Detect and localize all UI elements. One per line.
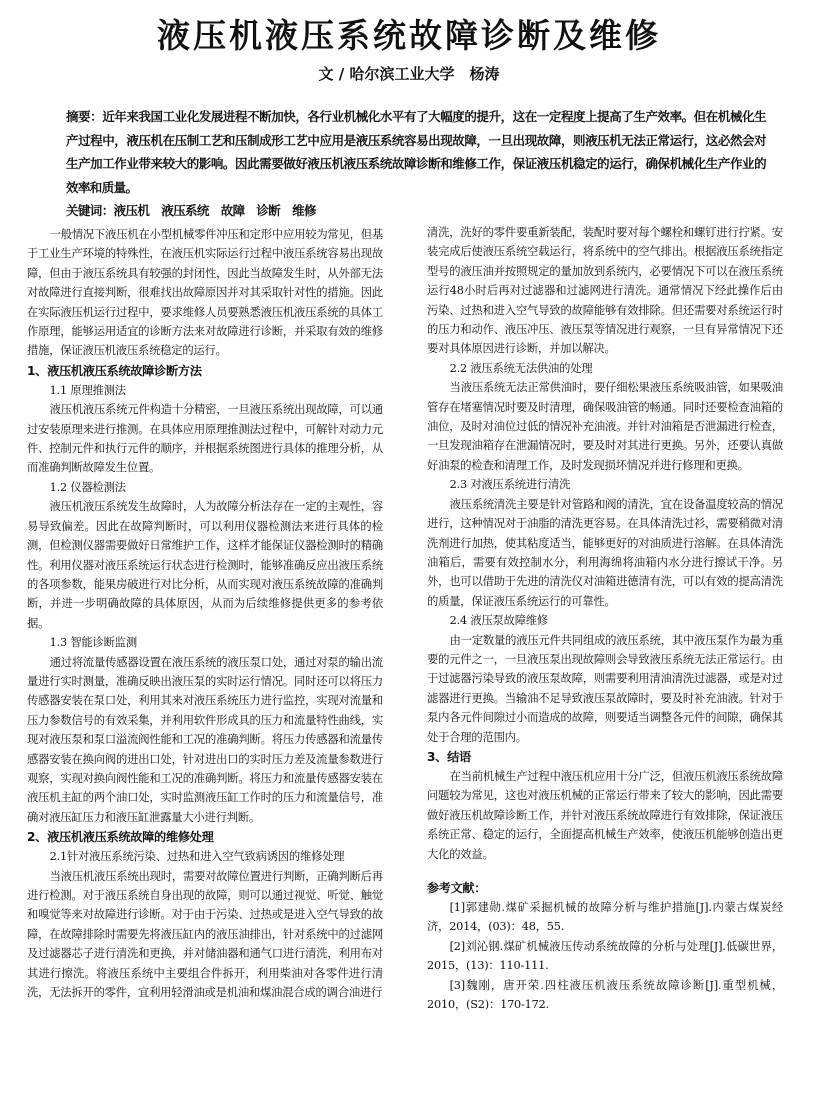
section-2-1-text-part1: 当液压机液压系统出现时，需要对故障位置进行判断，正确判断后再进行检测。对于液压系统自身出现的故障，则可以通过视觉、听觉、触觉和嗅觉等来对故障进行诊断。对于由于污染、过热或是进入空气导致的故障，在故障排除时需要先将液压缸内的液压油排出，针对系统中的过滤网及过滤器芯子进行清洗和更换，并对储油器和通气口进行清洗，利用布对其进行擦洗。将液压系统中主要组合件拆开，利用柴油对各零件进行清洗，无法拆开的零件，宜利用轻滑油或是机油和煤油混合成的调合油进行 — [27, 869, 383, 1000]
section-1-2-heading: 1.2 仪器检测法 — [49, 480, 126, 494]
section-2-3-text: 液压系统清洗主要是针对管路和阀的清洗，宜在设备温度较高的情况进行，这种情况对于油脂的清洗更容易。在具体清洗过衫，需要稍微对清洗剂进行加热，使其粘度适当，能够更好的对油质进行溶解。在具体清洗油箱后，需要有效控制水分，利用海绵将油箱内水分进行擦试干净。另外，也可以借助于先进的清洗仪对油箱进德清有洗，可以有效的提高清洗的质量，保证液压系统运行的可靠性。 — [427, 497, 783, 608]
keywords-line: 关键词：液压机 液压系统 故障 诊断 维修 — [66, 203, 316, 218]
abstract-text: 摘要：近年来我国工业化发展进程不断加快，各行业机械化水平有了大幅度的提升，这在一定程度上提高了生产效率。但在机械化生产过程中，液压机在压制工艺和压制成形工艺中应用是液压系统容易出现故障，一旦出现故障，则液压机无法正常运行，这必然会对生产加工作业带来较大的影响。因此需要做好液压机液压系统故障诊断和维修工作，保证液压机稳定的运行，确保机械化生产作业的效率和质量。 — [66, 109, 766, 195]
reference-item: [2]刘沁钢.煤矿机械液压传动系统故障的分析与处理[J].低碳世界，2015，(13)：110-111. — [427, 939, 783, 973]
references-heading: 参考文献： — [427, 881, 487, 895]
section-1-1-text: 液压机液压系统元件构造十分精密，一旦液压系统出现故障，可以通过安装原理来进行推测。在具体应用原理推测法过程中，可解针对动力元件、控制元件和执行元件的顺序，并根据系统图进行具体的推理分析，从而准确判断故障发生位置。 — [27, 403, 383, 475]
reference-item: [3]魏刚，唐开荣.四柱液压机液压系统故障诊断[J].重型机械，2010，(S2)：170-172. — [427, 978, 783, 1012]
reference-item: [1]郭建勋.煤矿采掘机械的故障分析与维护措施[J].内蒙古煤炭经济，2014，(03)：48，55. — [427, 901, 783, 934]
section-1-heading: 1、液压机液压系统故障诊断方法 — [27, 363, 202, 378]
left-column — [27, 225, 383, 1002]
section-2-3-heading: 2.3 对液压系统进行清洗 — [449, 478, 571, 492]
section-1-1-heading: 1.1 原理推测法 — [49, 383, 126, 397]
section-1-3-heading: 1.3 智能诊断监测 — [49, 636, 137, 650]
conclusion-text: 在当前机械生产过程中液压机应用十分广泛，但液压机液压系统故障问题较为常见，这也对液压机械的正常运行带来了较大的影响，因此需要做好液压机故障诊断工作，并针对液压系统故障进行有效排除，保证液压系统正常、稳定的运行，全面提高机械生产效率，使液压机能够创造出更大化的效益。 — [427, 769, 783, 861]
section-3-heading: 3、结语 — [427, 749, 471, 764]
section-2-heading: 2、液压机液压系统故障的维修处理 — [27, 830, 214, 845]
section-2-1-text-part2: 清洗，洗好的零件要重新装配，装配时要对每个螺栓和螺钉进行拧紧。安装完成后使液压系统空载运行，将系统中的空气排出。根据液压系统指定型号的液压油并按照规定的量加放到系统内，必要情况下可以在液压系统运行48小时后再对过滤器和过滤网进行清洗。通常情况下经此操作后由污染、过热和进入空气导致的故障能够有效排除。但还需要对系统运行时的压力和动作、液压冲压、液压泵等情况进行观察，一旦有异常情况下还要对具体原因进行诊断，并加以解决。 — [427, 226, 783, 356]
intro-paragraph: 一般情况下液压机在小型机械零件冲压和定形中应用较为常见，但基于工业生产环境的特殊性，在液压机实际运行过程中液压系统容易出现故障，但由于液压系统具有较强的封闭性，因此当故障发生时，从外部无法对故障进行直接判断，很难找出故障原因并对其采取针对性的措施。因此在实际液压机运行过程中，要求维修人员要熟悉液压机液压系统的具体工作原理，能够运用适宜的诊断方法来对故障进行诊断，并采取有效的维修措施，保证液压机液压系统稳定的运行。 — [27, 228, 383, 358]
section-2-2-heading: 2.2 液压系统无法供油的处理 — [449, 361, 593, 375]
section-2-1-heading: 2.1针对液压系统污染、过热和进入空气致病诱因的维修处理 — [49, 850, 345, 864]
section-1-2-text: 液压机液压系统发生故障时，人为故障分析法存在一定的主观性，容易导致偏差。因此在故障判断时，可以利用仪器检测法来进行具体的检测，但检测仪器需要做好日常维护工作，这样才能保证仪器检测时的精确性。利用仪器对液压系统运行状态进行检测时，能够准确反应出液压系统的各项参数，能果房破进行对比分析，从而实现对液压系统故障的准确判断，并进一步明确故障的具体原因，从而为后续维修提供更多的参考依据。 — [27, 500, 383, 630]
author-line: 文 / 哈尔滨工业大学 杨涛 — [318, 65, 500, 83]
section-1-3-text: 通过将流量传感器设置在液压系统的液压泵口处，通过对泵的输出流量进行实时测量，准确反映出液压泵的实时运行情况。同时还可以将压力传感器安装在泵口处，利用其来对液压系统压力进行监控，实现对流量和压力参数信号的有效采集，并利用软件形成具的压力和流量特性曲线，实现对液压泵和泵口溢流阀性能和工况的准确判断。将压力传感器和流量传感器安装在换向阀的进出口处，针对进出口的实时压力差及流量参数进行观察，实现对换向阀性能和工况的准确判断。将压力和流量传感器安装在液压机主缸的两个油口处，实时监测液压缸工作时的压力和流量信号，准确对液压缸压力和液压缸泄露量大小进行判断。 — [27, 655, 383, 824]
abstract-block — [66, 105, 766, 223]
article-title: 液压机液压系统故障诊断及维修 — [157, 16, 661, 55]
section-2-4-heading: 2.4 液压泵故障维修 — [449, 614, 549, 628]
section-2-4-text: 由一定数量的液压元件共同组成的液压系统，其中液压泵作为最为重要的元件之一，一旦液压泵出现故障则会导致液压系统无法正常运行。由于过滤器污染导致的液压泵故障，则需要利用清油清洗过滤器，或是对过滤器进行更换。当输油不足导致液压泵故障时，要及时补充油液。针对于泵内各元件间隙过小而造成的故障，则要适当调整各元件的间隙，确保其处于合理的范围内。 — [427, 633, 783, 744]
section-2-2-text: 当液压系统无法正常供油时，要仔细松果液压系统吸油管，如果吸油管存在堵塞情况时要及时清理，确保吸油管的畅通。同时还要检查油箱的油位，及时对油位过低的情况补充油液。并针对油箱是否泄漏进行检查，一旦发现油箱存在泄漏情况时，要及时对其进行更换。另外，还要认真做好油泵的检查和清理工作，及时发现损坏情况并进行修理和更换。 — [427, 381, 783, 472]
right-column — [427, 223, 783, 1014]
